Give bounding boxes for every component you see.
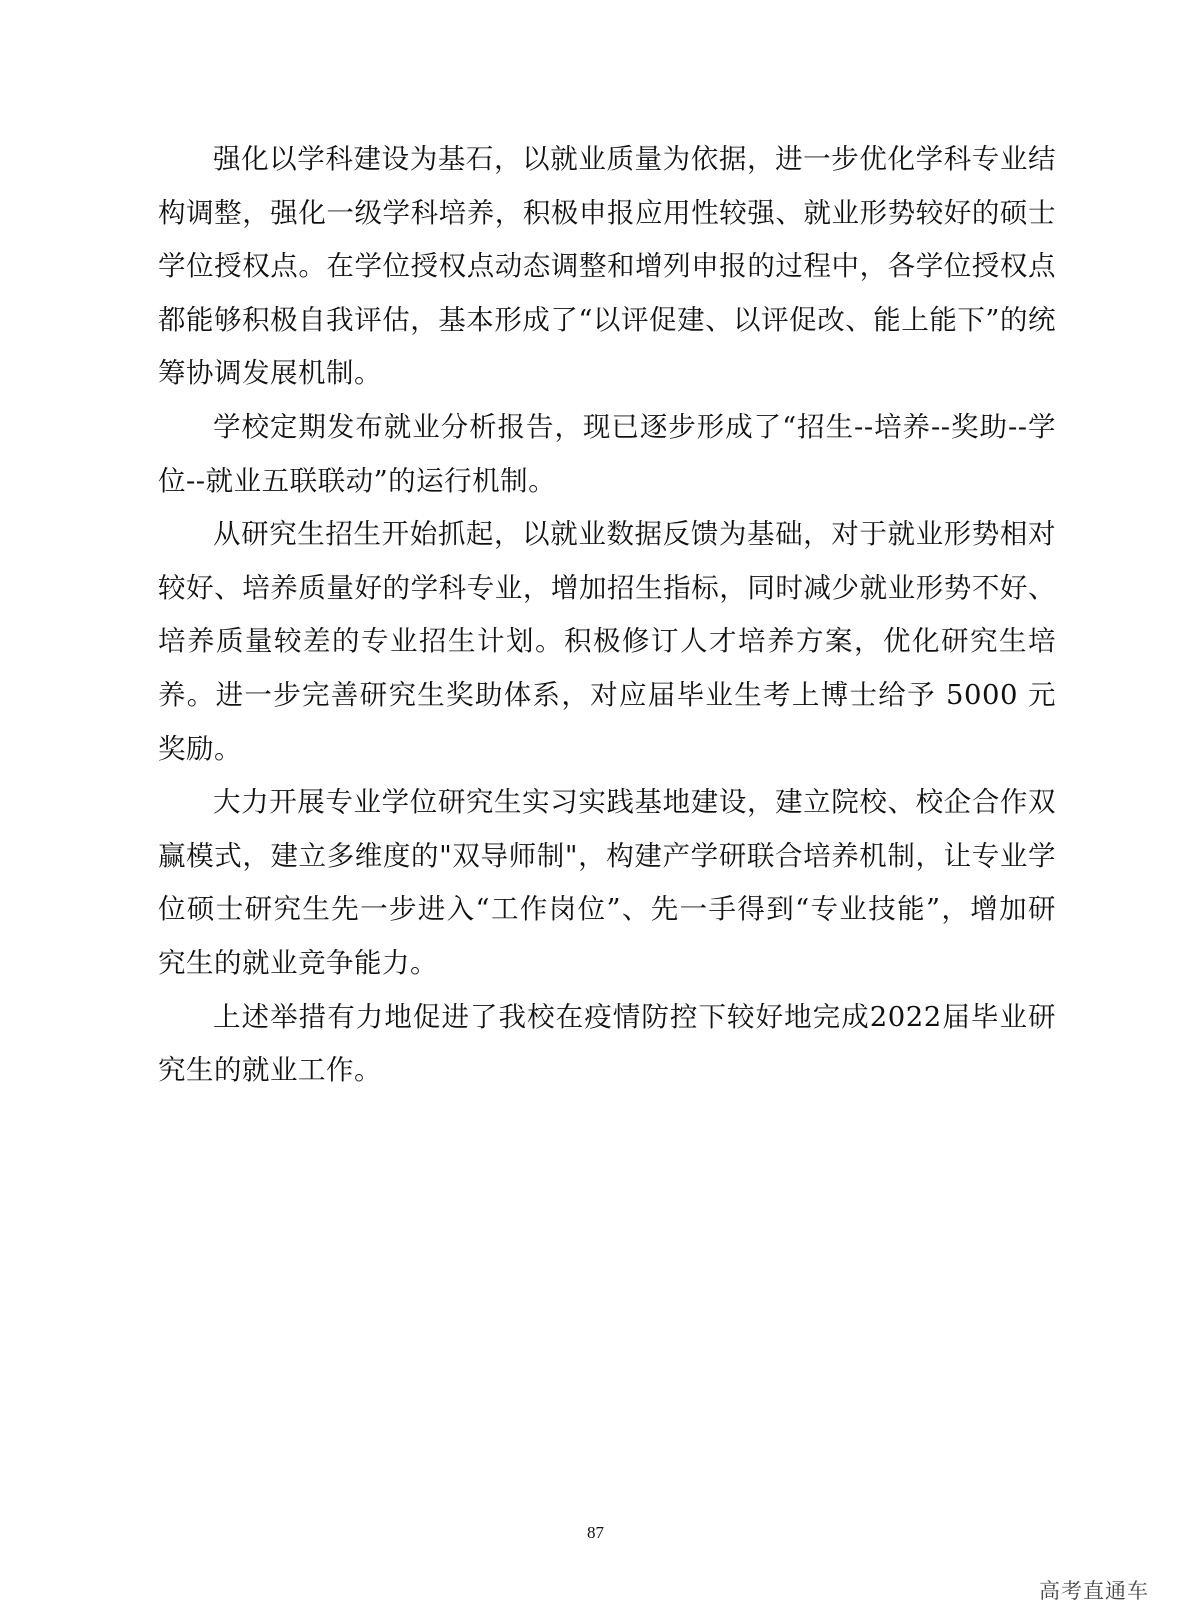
body-text <box>158 133 1056 1098</box>
page-number: 87 <box>587 1523 604 1542</box>
paragraph-employment-report: 学校定期发布就业分析报告，现已逐步形成了“招生--培养--奖助--学位--就业五联联动”的运行机制。 <box>158 410 1056 497</box>
paragraph-enrollment-adjustment: 从研究生招生开始抓起，以就业数据反馈为基础，对于就业形势相对较好、培养质量好的学科专业，增加招生指标，同时减少就业形势不好、培养质量较差的专业招生计划。积极修订人才培养方案，优化研究生培养。进一步完善研究生奖助体系，对应届毕业生考上博士给予 5000 元奖励。 <box>158 518 1056 765</box>
paragraph-practice-base: 大力开展专业学位研究生实习实践基地建设，建立院校、校企合作双赢模式，建立多维度的"双导师制"，构建产学研联合培养机制，让专业学位硕士研究生先一步进入“工作岗位”、先一手得到“专业技能”，增加研究生的就业竞争能力。 <box>158 786 1056 979</box>
paragraph-summary: 上述举措有力地促进了我校在疫情防控下较好地完成2022届毕业研究生的就业工作。 <box>158 1000 1056 1087</box>
paragraph-discipline-construction: 强化以学科建设为基石，以就业质量为依据，进一步优化学科专业结构调整，强化一级学科培养，积极申报应用性较强、就业形势较好的硕士学位授权点。在学位授权点动态调整和增列申报的过程中，各学位授权点都能够积极自我评估，基本形成了“以评促建、以评促改、能上能下”的统筹协调发展机制。 <box>158 143 1056 390</box>
watermark: 高考直通车 <box>1039 1579 1149 1603</box>
